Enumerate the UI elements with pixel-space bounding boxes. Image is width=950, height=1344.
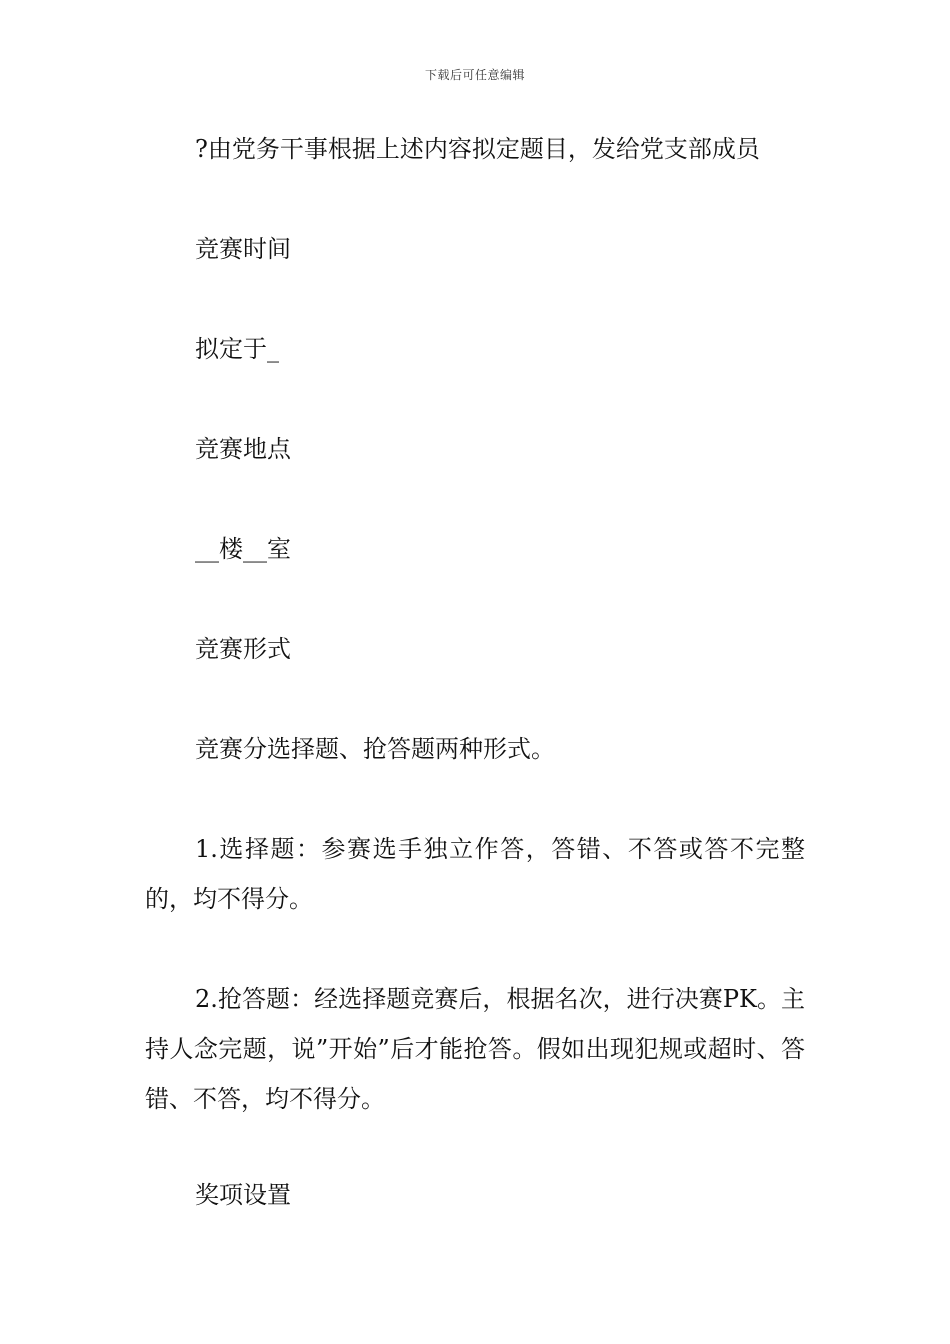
heading-award-settings: 奖项设置 [195,1181,291,1209]
paragraph-format-summary: 竞赛分选择题、抢答题两种形式。 [195,735,555,763]
paragraph-question-drafting: ?由党务干事根据上述内容拟定题目，发给党支部成员 [195,135,760,163]
heading-competition-format: 竞赛形式 [195,635,291,663]
paragraph-multiple-choice-rules: 1.选择题：参赛选手独立作答，答错、不答或答不完整的，均不得分。 [145,835,805,913]
heading-competition-time: 竞赛时间 [195,235,291,263]
page-header: 下载后可任意编辑 [424,68,525,82]
paragraph-room-location: __楼__室 [195,535,291,563]
paragraph-quick-answer-rules: 2.抢答题：经选择题竞赛后，根据名次，进行决赛PK。主持人念完题，说”开始”后才能抢答。假如出现犯规或超时、答错、不答，均不得分。 [145,985,805,1113]
paragraph-scheduled-date: 拟定于_ [195,335,279,363]
heading-competition-location: 竞赛地点 [195,435,291,463]
